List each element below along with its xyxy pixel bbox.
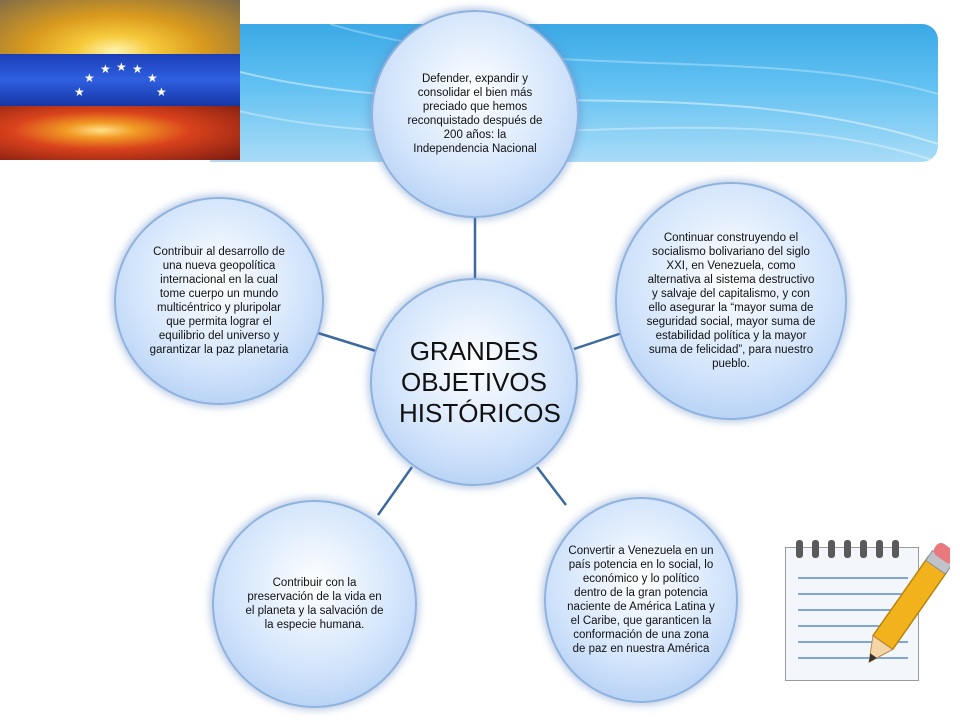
objective-node-left bbox=[114, 197, 324, 405]
star-icon: ★ bbox=[132, 62, 143, 76]
connector-bottom-right bbox=[537, 467, 566, 505]
notepad-pencil-icon bbox=[780, 538, 950, 688]
center-label: GRANDES OBJETIVOS HISTÓRICOS bbox=[399, 335, 561, 428]
star-icon: ★ bbox=[116, 60, 127, 74]
objective-node-right bbox=[615, 182, 847, 420]
star-icon: ★ bbox=[147, 71, 158, 85]
star-icon: ★ bbox=[74, 85, 85, 99]
star-icon: ★ bbox=[84, 71, 95, 85]
objective-node-bottom-left bbox=[212, 500, 417, 708]
star-icon: ★ bbox=[156, 85, 167, 99]
objective-text-bottom-right: Convertir a Venezuela en un país potencia en lo social, lo económico y lo político dentro de la gran potencia naciente de América Latina y el Caribe, que garanticen la conformación de una zona de paz en nuestra América bbox=[567, 545, 715, 655]
center-node bbox=[370, 278, 578, 486]
objective-node-bottom-right bbox=[544, 497, 738, 703]
star-icon: ★ bbox=[100, 62, 111, 76]
connector-left bbox=[318, 333, 376, 351]
objective-node-top bbox=[371, 10, 579, 218]
connector-bottom-left bbox=[378, 467, 412, 515]
connector-right bbox=[574, 333, 622, 349]
objective-text-bottom-left: Contribuir con la preservación de la vida en el planeta y la salvación de la especie humana. bbox=[245, 577, 384, 631]
objective-text-left: Contribuir al desarrollo de una nueva geopolítica internacional en la cual tome cuerpo un mundo multicéntrico y pluripolar que permita lograr el equilibrio del universo y garantizar la paz planetaria bbox=[149, 246, 289, 356]
objective-text-top: Defender, expandir y consolidar el bien más preciado que hemos reconquistado después de 200 años: la Independencia Nacional bbox=[407, 73, 543, 155]
objective-text-right: Continuar construyendo el socialismo bolivariano del siglo XXI, en Venezuela, como alternativa al sistema destructivo y salvaje del capitalismo, y con ello asegurar la “mayor suma de seguridad social, mayor suma de estabilidad política y la mayor suma de felicidad”, para nuestro pueblo. bbox=[646, 232, 816, 370]
